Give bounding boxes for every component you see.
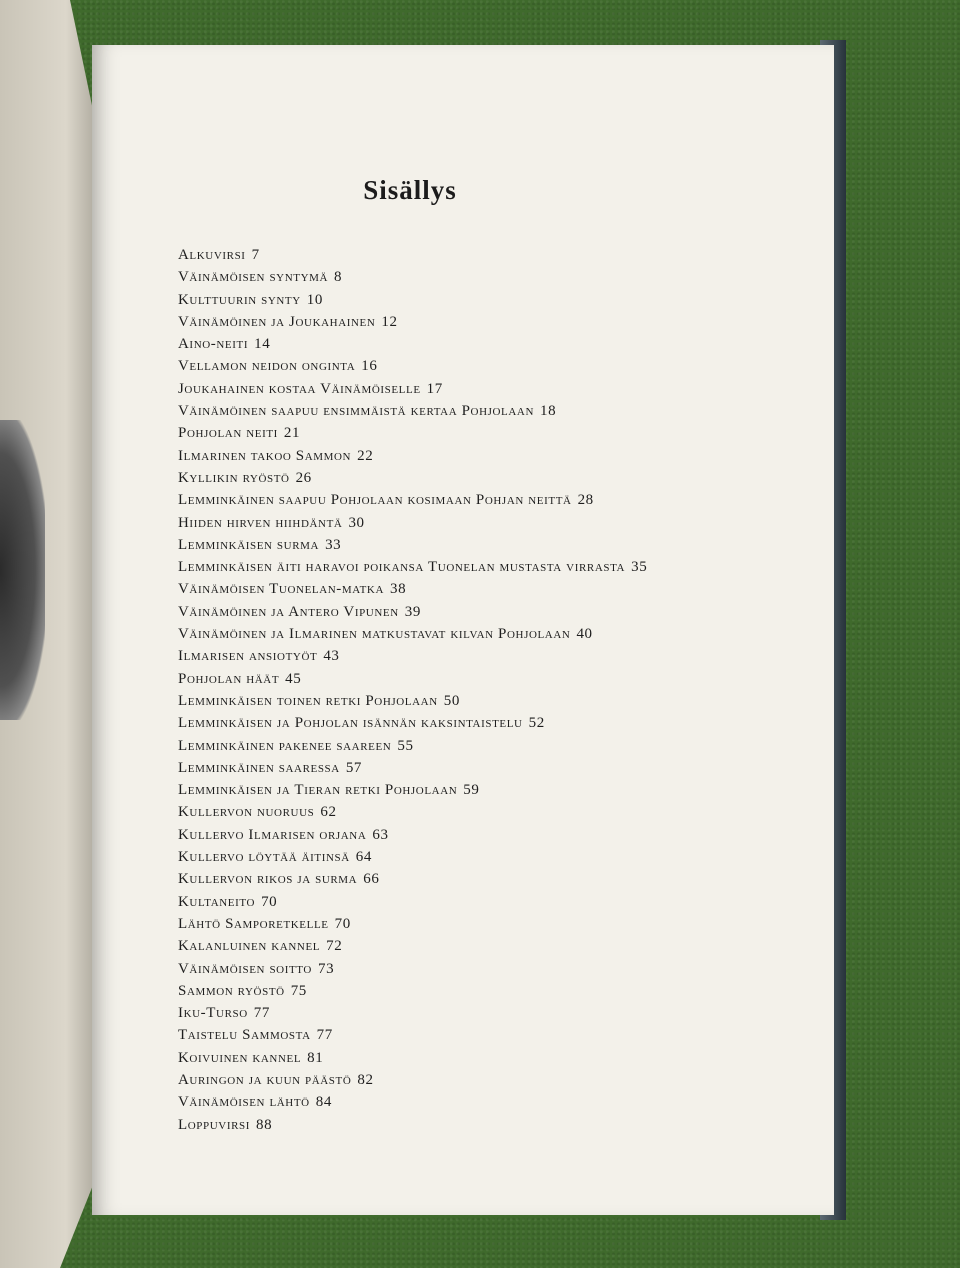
toc-entry-page-number: 84 [315,1094,332,1111]
toc-entry-page-number: 62 [320,804,337,821]
toc-entry [178,935,778,957]
toc-entry-page-number: 39 [404,603,421,620]
toc-entry-title: Väinämöisen Tuonelan-matka [178,581,385,598]
toc-entry-page-number: 43 [323,648,340,665]
toc-entry-title: Väinämöisen lähtö [178,1094,310,1111]
toc-entry-page-number: 7 [251,247,260,263]
toc-entry-page-number: 14 [254,336,271,353]
toc-entry-title: Lemminkäinen pakenee saareen [178,737,392,754]
toc-entry [178,289,778,311]
toc-entry-title: Auringon ja kuun päästö [178,1071,352,1088]
toc-entry-title: Kyllikin ryöstö [178,469,290,486]
toc-entry [178,980,778,1002]
toc-entry-title: Lemminkäinen saaressa [178,759,340,776]
toc-entry-title: Koivuinen kannel [178,1049,302,1066]
toc-entry-page-number: 26 [295,469,312,486]
toc-entry [178,244,778,266]
toc-entry [178,645,778,667]
toc-entry [178,534,778,556]
toc-entry [178,846,778,868]
toc-entry-page-number: 22 [357,447,374,464]
toc-entry-title: Ilmarisen ansiotyöt [178,648,318,665]
toc-entry [178,623,778,645]
toc-entry-page-number: 59 [463,782,480,799]
toc-entry-title: Kulttuurin synty [178,291,301,308]
toc-entry-title: Ilmarinen takoo Sammon [178,447,352,464]
toc-entry-title: Alkuvirsi [178,247,246,263]
toc-entry [178,355,778,377]
toc-entry-title: Väinämöinen ja Antero Vipunen [178,603,399,620]
toc-entry-page-number: 66 [363,871,380,888]
toc-entry [178,512,778,534]
table-of-contents [178,244,778,1136]
toc-entry-title: Lemminkäisen surma [178,536,320,553]
toc-entry [178,601,778,623]
toc-entry [178,868,778,890]
toc-entry-title: Väinämöinen ja Joukahainen [178,313,376,330]
toc-entry-title: Lemminkäinen saapuu Pohjolaan kosimaan Pohjan neittä [178,492,572,509]
toc-entry-page-number: 63 [372,826,389,843]
toc-entry-page-number: 30 [348,514,365,531]
toc-entry-page-number: 45 [285,670,302,687]
toc-entry-page-number: 35 [631,559,648,576]
toc-entry-title: Kullervo Ilmarisen orjana [178,826,367,843]
toc-entry-page-number: 81 [307,1049,324,1066]
facing-page-illustration [0,420,45,720]
toc-entry-page-number: 50 [443,692,460,709]
toc-entry-page-number: 28 [577,492,594,509]
toc-entry [178,824,778,846]
toc-entry [178,1091,778,1113]
toc-entry [178,668,778,690]
toc-entry-page-number: 8 [334,269,343,286]
toc-entry-title: Väinämöinen saapuu ensimmäistä kertaa Pohjolaan [178,403,534,420]
toc-entry-page-number: 18 [540,403,557,420]
toc-entry [178,779,778,801]
toc-entry [178,422,778,444]
toc-entry [178,378,778,400]
toc-entry-page-number: 40 [576,626,593,643]
toc-entry-title: Lemminkäisen ja Pohjolan isännän kaksintaistelu [178,715,523,732]
toc-entry-page-number: 77 [316,1027,333,1044]
toc-entry-page-number: 55 [397,737,414,754]
toc-entry-title: Kultaneito [178,893,256,910]
toc-entry-title: Iku-Turso [178,1005,248,1022]
toc-entry-title: Hiiden hirven hiihdäntä [178,514,343,531]
toc-entry-page-number: 21 [283,425,301,442]
toc-entry [178,958,778,980]
toc-entry [178,400,778,422]
toc-entry-title: Loppuvirsi [178,1116,251,1133]
toc-entry-page-number: 38 [390,581,407,598]
toc-entry-title: Pohjolan häät [178,670,280,687]
toc-entry-title: Pohjolan neiti [178,425,278,442]
toc-entry [178,467,778,489]
toc-entry-title: Lemminkäisen äiti haravoi poikansa Tuonelan mustasta virrasta [178,559,626,576]
toc-entry [178,489,778,511]
toc-entry-title: Vellamon neidon onginta [178,358,356,375]
toc-entry-page-number: 88 [256,1116,273,1133]
toc-entry-title: Lemminkäisen toinen retki Pohjolaan [178,692,438,709]
toc-entry-title: Sammon ryöstö [178,982,285,999]
toc-entry-title: Taistelu Sammosta [178,1027,311,1044]
toc-entry-title: Lemminkäisen ja Tieran retki Pohjolaan [178,782,458,799]
toc-entry [178,1047,778,1069]
toc-entry [178,891,778,913]
toc-entry-page-number: 82 [357,1071,374,1088]
toc-entry-title: Väinämöisen syntymä [178,269,329,286]
toc-entry-page-number: 72 [326,938,343,955]
toc-entry [178,578,778,600]
toc-entry-title: Kullervon nuoruus [178,804,315,821]
toc-entry-page-number: 75 [290,982,307,999]
toc-entry-title: Kalanluinen kannel [178,938,321,955]
toc-entry-page-number: 10 [306,291,323,308]
toc-entry [178,311,778,333]
page-title: Sisällys [363,175,457,206]
toc-entry-page-number: 77 [253,1005,270,1022]
toc-entry-page-number: 33 [325,536,342,553]
toc-entry-title: Kullervo löytää äitinsä [178,849,350,866]
toc-entry [178,690,778,712]
toc-entry [178,445,778,467]
toc-entry-page-number: 52 [528,715,545,732]
toc-entry [178,266,778,288]
toc-entry-page-number: 64 [355,849,372,866]
toc-entry-title: Väinämöinen ja Ilmarinen matkustavat kilvan Pohjolaan [178,626,571,643]
toc-entry [178,1069,778,1091]
toc-entry-title: Kullervon rikos ja surma [178,871,358,888]
toc-entry [178,1002,778,1024]
toc-entry [178,712,778,734]
toc-entry [178,801,778,823]
toc-entry [178,757,778,779]
toc-entry [178,1114,778,1136]
toc-entry-page-number: 17 [426,380,443,397]
toc-entry-title: Aino-neiti [178,336,249,353]
toc-entry [178,1024,778,1046]
toc-entry-title: Joukahainen kostaa Väinämöiselle [178,380,421,397]
toc-entry [178,913,778,935]
toc-entry-page-number: 70 [261,893,278,910]
toc-entry [178,556,778,578]
toc-entry [178,735,778,757]
toc-entry-page-number: 73 [317,960,335,977]
toc-entry-page-number: 12 [381,313,398,330]
toc-entry-page-number: 70 [334,915,351,932]
toc-entry-page-number: 16 [361,358,378,375]
toc-entry-title: Väinämöisen soitto [178,960,312,977]
toc-entry-page-number: 57 [345,759,363,776]
toc-entry [178,333,778,355]
toc-entry-title: Lähtö Samporetkelle [178,915,329,932]
